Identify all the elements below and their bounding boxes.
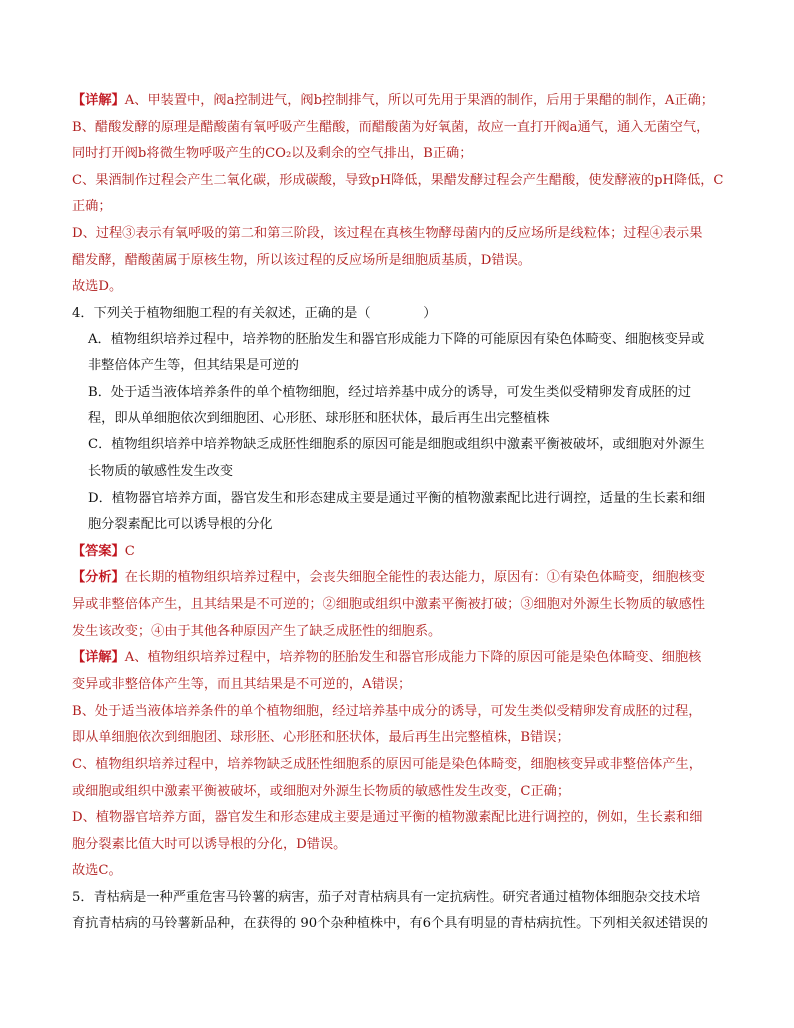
detail-tag: 【详解】	[72, 93, 125, 108]
q3-detail-line-6: D、过程③表示有氧呼吸的第二和第三阶段，该过程在真核生物酵母菌内的反应场所是线粒体；过程④表示果	[72, 226, 703, 241]
q4-stem: 4．下列关于植物细胞工程的有关叙述，正确的是（ ）	[72, 306, 437, 321]
q3-detail-line-1: 【详解】A、甲装置中，阀a控制进气，阀b控制排气，所以可先用于果酒的制作，后用于果醋的制作，A正确；	[72, 93, 714, 108]
q4-option-a-line-2: 非整倍体产生等，但其结果是可逆的	[88, 358, 299, 373]
q4-choice: 故选C。	[72, 863, 122, 878]
q4-analysis-line-1: 【分析】在长期的植物组织培养过程中，会丧失细胞全能性的表达能力，原因有：①有染色体畸变，细胞核变	[72, 570, 705, 585]
answer-value: C	[124, 544, 135, 559]
q3-detail-line-4: C、果酒制作过程会产生二氧化碳，形成碳酸，导致pH降低，果醋发酵过程会产生醋酸，使发酵液的pH降低，C	[72, 173, 724, 188]
q5-stem-line-2: 育抗青枯病的马铃薯新品种，在获得的 90个杂种植株中，有6个具有明显的青枯病抗性。下列相关叙述错误的	[72, 916, 708, 931]
q4-detail-line-4: 即从单细胞依次到细胞团、球形胚、心形胚和胚状体，最后再生出完整植株，B错误；	[72, 730, 570, 745]
q4-option-b-line-1: B．处于适当液体培养条件的单个植物细胞，经过培养基中成分的诱导，可发生类似受精卵发育成胚的过	[88, 385, 692, 400]
q3-detail-line-3: 同时打开阀b将微生物呼吸产生的CO₂以及剩余的空气排出，B正确；	[72, 146, 473, 161]
detail-tag: 【详解】	[72, 650, 125, 665]
q4-option-d-line-1: D．植物器官培养方面，器官发生和形态建成主要是通过平衡的植物激素配比进行调控，适量的生长素和细	[88, 491, 706, 506]
q4-detail-line-7: D、植物器官培养方面，器官发生和形态建成主要是通过平衡的植物激素配比进行调控的，例如，生长素和细	[72, 810, 703, 825]
q5-stem-line-1: 5．青枯病是一种严重危害马铃薯的病害，茄子对青枯病具有一定抗病性。研究者通过植物体细胞杂交技术培	[72, 890, 701, 905]
q4-option-c-line-1: C．植物组织培养中培养物缺乏成胚性细胞系的原因可能是细胞或组织中激素平衡被破坏，或细胞对外源生	[88, 437, 705, 452]
analysis-tag: 【分析】	[72, 570, 125, 585]
q4-detail-line-3: B、处于适当液体培养条件的单个植物细胞，经过培养基中成分的诱导，可发生类似受精卵发育成胚的过程，	[72, 704, 702, 719]
q4-analysis-line-2: 异或非整倍体产生，且其结果是不可逆的；②细胞或组织中激素平衡被打破；③细胞对外源生长物质的敏感性	[72, 597, 705, 612]
q4-detail-line-1: 【详解】A、植物组织培养过程中，培养物的胚胎发生和器官形成能力下降的原因可能是染色体畸变、细胞核	[72, 650, 702, 665]
q4-option-d-line-2: 胞分裂素配比可以诱导根的分化	[88, 517, 273, 532]
q4-analysis-line-3: 发生该改变；④由于其他各种原因产生了缺乏成胚性的细胞系。	[72, 624, 442, 639]
q4-detail-line-5: C、植物组织培养过程中，培养物缺乏成胚性细胞系的原因可能是染色体畸变，细胞核变异或非整倍体产生，	[72, 757, 702, 772]
q3-detail-line-5: 正确；	[72, 199, 112, 214]
q3-detail-line-7: 醋发酵，醋酸菌属于原核生物，所以该过程的反应场所是细胞质基质，D错误。	[72, 253, 531, 268]
q3-detail-line-2: B、醋酸发酵的原理是醋酸菌有氧呼吸产生醋酸，而醋酸菌为好氧菌，故应一直打开阀a通气，通入无菌空气，	[72, 120, 710, 135]
q4-option-c-line-2: 长物质的敏感性发生改变	[88, 464, 234, 479]
q4-detail-line-8: 胞分裂素比值大时可以诱导根的分化，D错误。	[72, 837, 347, 852]
q3-choice: 故选D。	[72, 279, 123, 294]
q4-option-b-line-2: 程，即从单细胞依次到细胞团、心形胚、球形胚和胚状体，最后再生出完整植株	[88, 411, 550, 426]
q4-detail-line-2: 变异或非整倍体产生等，而且其结果是不可逆的，A错误；	[72, 677, 412, 692]
answer-tag: 【答案】	[72, 544, 125, 559]
q4-option-a-line-1: A．植物组织培养过程中，培养物的胚胎发生和器官形成能力下降的可能原因有染色体畸变、细胞核变异或	[88, 332, 705, 347]
q4-detail-line-6: 或细胞或组织中激素平衡被破坏，或细胞对外源生长物质的敏感性发生改变，C正确；	[72, 784, 571, 799]
